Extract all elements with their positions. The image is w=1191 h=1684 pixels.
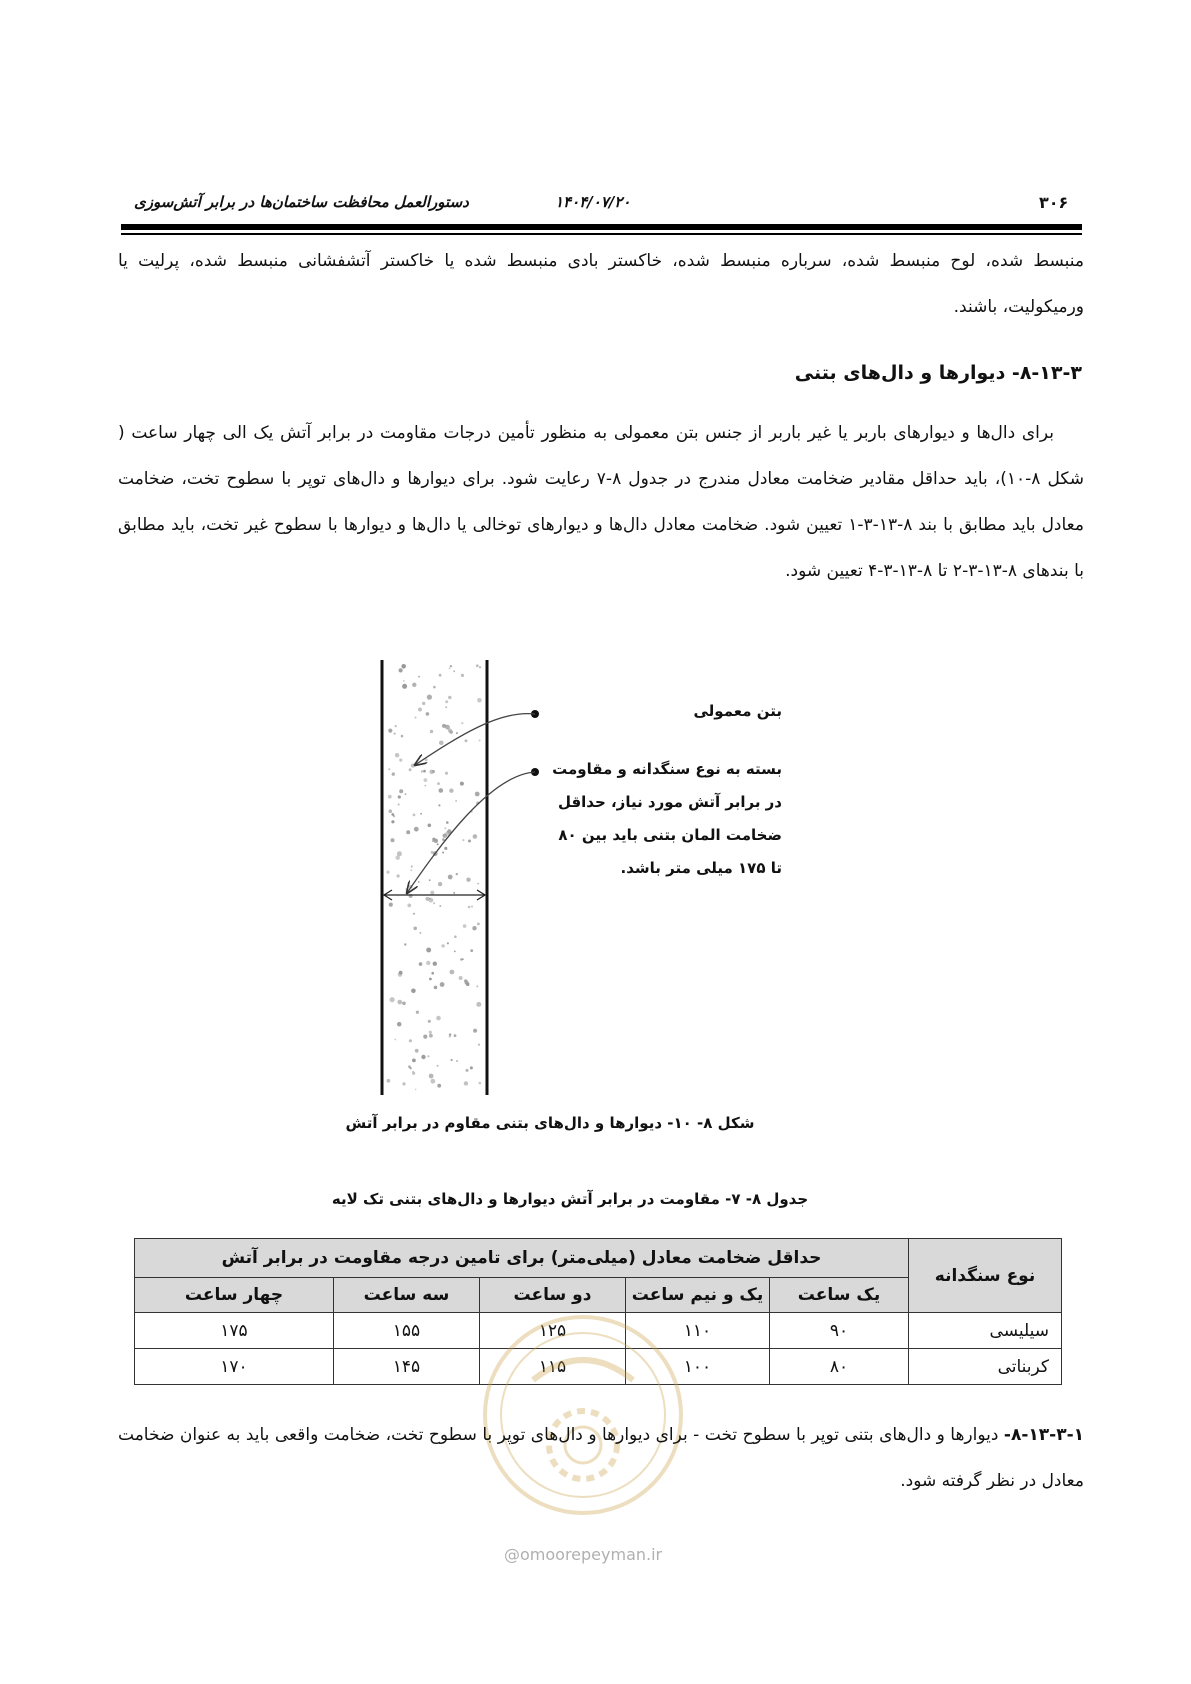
aggregate-speckle xyxy=(431,972,434,975)
aggregate-speckle xyxy=(446,821,449,824)
aggregate-speckle xyxy=(429,1074,434,1079)
aggregate-speckle xyxy=(436,1016,441,1021)
intro-paragraph xyxy=(118,238,1084,330)
aggregate-speckle xyxy=(432,838,435,841)
aggregate-speckle xyxy=(428,824,432,828)
aggregate-speckle xyxy=(409,768,412,771)
aggregate-speckle xyxy=(479,740,481,742)
aggregate-speckle xyxy=(442,852,444,854)
aggregate-speckle xyxy=(473,834,478,839)
aggregate-speckle xyxy=(444,827,446,829)
aggregate-speckle xyxy=(468,840,471,843)
aggregate-speckle xyxy=(421,1055,425,1059)
aggregate-speckle xyxy=(413,814,416,817)
aggregate-speckle xyxy=(419,932,421,934)
header-col-3: دو ساعت xyxy=(480,1278,626,1313)
aggregate-speckle xyxy=(402,1082,405,1085)
aggregate-speckle xyxy=(404,943,406,945)
aggregate-speckle xyxy=(410,869,412,871)
row-aggregate: کربناتی xyxy=(909,1349,1062,1385)
table-cell: ۱۱۰ xyxy=(626,1313,770,1349)
aggregate-speckle xyxy=(438,882,442,886)
header-aggregate: نوع سنگدانه xyxy=(909,1239,1062,1313)
aggregate-speckle xyxy=(430,891,434,895)
aggregate-speckle xyxy=(389,809,393,813)
section-paragraph xyxy=(118,410,1084,594)
concrete-wall-figure xyxy=(370,655,830,1100)
aggregate-speckle xyxy=(386,871,389,874)
callout-normal-concrete: بتن معمولی xyxy=(693,702,782,720)
aggregate-speckle xyxy=(441,944,444,947)
aggregate-speckle xyxy=(413,913,415,915)
intro-text: منبسط شده، لوح منبسط شده، سرباره منبسط شده، خاکستر بادی منبسط شده یا خاکستر آتشفشانی منبسط شده، پرلیت یا ورمیکولیت، باشند. xyxy=(118,251,1084,317)
aggregate-speckle xyxy=(477,883,479,885)
aggregate-speckle xyxy=(475,792,480,797)
aggregate-speckle xyxy=(398,795,401,798)
aggregate-speckle xyxy=(429,978,432,981)
aggregate-speckle xyxy=(447,942,449,944)
aggregate-speckle xyxy=(461,674,464,677)
aggregate-speckle xyxy=(437,843,439,845)
aggregate-speckle xyxy=(406,830,410,834)
aggregate-speckle xyxy=(449,789,453,793)
aggregate-speckle xyxy=(453,670,455,672)
aggregate-speckle xyxy=(398,804,400,806)
table-cell: ۱۵۵ xyxy=(334,1313,480,1349)
aggregate-speckle xyxy=(429,1034,433,1038)
aggregate-speckle xyxy=(445,772,448,775)
header-col-4: سه ساعت xyxy=(334,1278,480,1313)
aggregate-speckle xyxy=(421,770,423,772)
aggregate-speckle xyxy=(419,962,423,966)
aggregate-speckle xyxy=(454,1034,457,1037)
aggregate-speckle xyxy=(429,898,431,900)
aggregate-speckle xyxy=(434,986,438,990)
aggregate-speckle xyxy=(399,971,403,975)
table-cell: ۱۷۵ xyxy=(135,1313,334,1349)
aggregate-speckle xyxy=(388,729,392,733)
aggregate-speckle xyxy=(412,1072,415,1075)
aggregate-speckle xyxy=(476,985,478,987)
header-col-1: یک ساعت xyxy=(770,1278,909,1313)
aggregate-speckle xyxy=(472,926,476,930)
table-cell: ۱۷۰ xyxy=(135,1349,334,1385)
aggregate-speckle xyxy=(402,684,407,689)
aggregate-speckle xyxy=(391,813,394,816)
table-cell: ۱۱۵ xyxy=(480,1349,626,1385)
header-rule-thin xyxy=(121,233,1082,235)
section-heading: ۸-۱۳-۳- دیوارها و دال‌های بتنی xyxy=(794,362,1082,384)
aggregate-speckle xyxy=(477,698,482,703)
aggregate-speckle xyxy=(426,712,430,716)
aggregate-speckle xyxy=(391,820,394,823)
aggregate-speckle xyxy=(423,770,426,773)
aggregate-speckle xyxy=(433,962,437,966)
aggregate-speckle xyxy=(418,676,420,678)
aggregate-speckle xyxy=(389,903,393,907)
aggregate-speckle xyxy=(392,772,395,775)
aggregate-speckle xyxy=(431,1079,436,1084)
aggregate-speckle xyxy=(390,997,395,1002)
aggregate-speckle xyxy=(411,989,416,994)
aggregate-speckle xyxy=(415,717,417,719)
aggregate-speckle xyxy=(427,695,432,700)
aggregate-speckle xyxy=(439,741,444,746)
aggregate-speckle xyxy=(462,839,464,841)
aggregate-speckle xyxy=(415,1089,417,1091)
aggregate-speckle xyxy=(402,1002,406,1006)
aggregate-speckle xyxy=(411,866,413,868)
aggregate-speckle xyxy=(405,793,407,795)
aggregate-speckle xyxy=(433,902,435,904)
aggregate-speckle xyxy=(465,739,468,742)
header-col-5: چهار ساعت xyxy=(135,1278,334,1313)
aggregate-speckle xyxy=(397,874,400,877)
aggregate-speckle xyxy=(391,838,395,842)
aggregate-speckle xyxy=(412,1059,416,1063)
aggregate-speckle xyxy=(426,961,430,965)
aggregate-speckle xyxy=(444,847,447,850)
callout-thickness-note: بسته به نوع سنگدانه و مقاومت در برابر آتش مورد نیاز، حداقل ضخامت المان بتنی باید بین ۸۰ تا ۱۷۵ میلی متر باشد. xyxy=(552,760,782,877)
aggregate-speckle xyxy=(397,1000,402,1005)
aggregate-speckle xyxy=(401,664,406,669)
aggregate-speckle xyxy=(426,948,431,953)
aggregate-speckle xyxy=(399,789,403,793)
aggregate-speckle xyxy=(413,927,417,931)
aggregate-speckle xyxy=(415,1049,419,1053)
aggregate-speckle xyxy=(445,700,448,703)
aggregate-speckle xyxy=(399,668,403,672)
aggregate-speckle xyxy=(407,904,411,908)
aggregate-speckle xyxy=(466,1069,469,1072)
aggregate-speckle xyxy=(456,873,458,875)
aggregate-speckle xyxy=(388,795,392,799)
header-group: حداقل ضخامت معادل (میلی‌متر) برای تامین درجه مقاومت در برابر آتش xyxy=(135,1239,909,1278)
aggregate-speckle xyxy=(468,906,471,909)
callout-1-arrow xyxy=(415,714,535,765)
aggregate-speckle xyxy=(464,1081,468,1085)
aggregate-speckle xyxy=(409,1039,412,1042)
table-caption: جدول ۸- ۷- مقاومت در برابر آتش دیوارها و دال‌های بتنی تک لایه xyxy=(331,1190,809,1208)
table-cell: ۹۰ xyxy=(770,1313,909,1349)
aggregate-speckle xyxy=(396,856,400,860)
aggregate-speckle xyxy=(445,706,447,708)
aggregate-speckle xyxy=(450,970,455,975)
aggregate-speckle xyxy=(442,838,445,841)
aggregate-speckle xyxy=(456,732,458,734)
aggregate-speckle xyxy=(463,924,467,928)
aggregate-speckle xyxy=(455,800,457,802)
aggregate-speckle xyxy=(453,892,455,894)
aggregate-speckle xyxy=(454,951,456,953)
header-col-2: یک و نیم ساعت xyxy=(626,1278,770,1313)
aggregate-speckle xyxy=(437,1084,441,1088)
aggregate-speckle xyxy=(397,1022,402,1027)
aggregate-speckle xyxy=(394,733,396,735)
aggregate-speckle xyxy=(395,753,399,757)
aggregate-speckle xyxy=(473,1029,477,1033)
aggregate-speckle xyxy=(462,958,464,960)
aggregate-speckle xyxy=(466,878,470,882)
aggregate-speckle xyxy=(459,976,463,980)
aggregate-speckle xyxy=(412,683,416,687)
aggregate-speckle xyxy=(448,875,453,880)
aggregate-speckle xyxy=(394,1039,396,1041)
aggregate-speckle xyxy=(431,851,434,854)
aggregate-speckle xyxy=(454,935,457,938)
aggregate-speckle xyxy=(388,768,390,770)
row-aggregate: سیلیسی xyxy=(909,1313,1062,1349)
aggregate-speckle xyxy=(418,881,420,883)
clause-paragraph xyxy=(118,1412,1084,1504)
aggregate-speckle xyxy=(401,735,404,738)
aggregate-speckle xyxy=(439,788,444,793)
aggregate-speckle xyxy=(456,1060,458,1062)
aggregate-speckle xyxy=(439,674,442,677)
table-cell: ۸۰ xyxy=(770,1349,909,1385)
aggregate-speckle xyxy=(440,982,445,987)
callout-2-arrow xyxy=(407,772,535,893)
aggregate-speckle xyxy=(448,696,451,699)
watermark-text: @omoorepeyman.ir xyxy=(504,1545,663,1564)
aggregate-speckle xyxy=(414,827,419,832)
aggregate-speckle xyxy=(478,1044,480,1046)
document-date: ۱۴۰۴/۰۷/۲۰ xyxy=(555,193,631,211)
aggregate-speckle xyxy=(439,905,441,907)
aggregate-speckle xyxy=(479,666,481,668)
aggregate-speckle xyxy=(416,1011,419,1014)
aggregate-speckle xyxy=(408,1065,411,1068)
page-number: ۳۰۶ xyxy=(1039,193,1069,212)
header-rule-thick xyxy=(121,224,1082,230)
aggregate-speckle xyxy=(451,1059,453,1061)
aggregate-speckle xyxy=(430,730,433,733)
aggregate-speckles xyxy=(386,664,481,1090)
section-text: برای دال‌ها و دیوارهای باربر یا غیر باربر از جنس بتن معمولی به منظور تأمین درجات مقاومت در برابر آتش یک الی چهار ساعت ( شکل ۸-۱۰)، باید حداقل مقادیر ضخامت معادل مندرج در جدول ۸-۷ رعایت شود. برای دیوارها و دال‌های توپر با سطوح تخت، ضخامت معادل باید مطابق با بند ۸-۱۳-۳-۱ تعیین شود. ضخامت معادل دال‌ها و دیوارهای توخالی یا دال‌ها و دیوارها با سطوح غیر تخت، باید مطابق با بندهای ۸-۱۳-۳-۲ تا ۸-۱۳-۳-۴ تعیین شود. xyxy=(118,423,1084,581)
document-title: دستورالعمل محافظت ساختمان‌ها در برابر آتش‌سوزی xyxy=(134,193,469,211)
clause-number: ۸-۱۳-۳-۱- xyxy=(1003,1425,1084,1445)
aggregate-speckle xyxy=(403,680,405,682)
aggregate-speckle xyxy=(460,782,464,786)
aggregate-speckle xyxy=(424,778,428,782)
aggregate-speckle xyxy=(428,1020,431,1023)
table-cell: ۱۴۵ xyxy=(334,1349,480,1385)
aggregate-speckle xyxy=(479,1082,482,1085)
aggregate-speckle xyxy=(433,686,436,689)
table-cell: ۱۲۵ xyxy=(480,1313,626,1349)
aggregate-speckle xyxy=(461,722,463,724)
aggregate-speckle xyxy=(430,770,434,774)
aggregate-speckle xyxy=(411,764,415,768)
aggregate-speckle xyxy=(425,785,427,787)
aggregate-speckle xyxy=(445,725,447,727)
aggregate-speckle xyxy=(418,708,422,712)
aggregate-speckle xyxy=(471,906,473,908)
aggregate-speckle xyxy=(422,702,425,705)
aggregate-speckle xyxy=(399,759,402,762)
aggregate-speckle xyxy=(449,668,451,670)
aggregate-speckle xyxy=(437,1065,439,1067)
clause-text: دیوارها و دال‌های بتنی توپر با سطوح تخت - برای دیوارها و دال‌های توپر با سطوح تخت، ضخامت واقعی باید به عنوان ضخامت معادل در نظر گرفته شود. xyxy=(118,1425,1084,1491)
table-cell: ۱۰۰ xyxy=(626,1349,770,1385)
aggregate-speckle xyxy=(477,923,480,926)
aggregate-speckle xyxy=(423,1035,427,1039)
aggregate-speckle xyxy=(470,1066,473,1069)
aggregate-speckle xyxy=(420,813,422,815)
aggregate-speckle xyxy=(476,664,479,667)
aggregate-speckle xyxy=(387,1079,391,1083)
aggregate-speckle xyxy=(476,1002,481,1007)
aggregate-speckle xyxy=(449,1035,451,1037)
aggregate-speckle xyxy=(438,804,440,806)
aggregate-speckle xyxy=(470,949,473,952)
aggregate-speckle xyxy=(427,1055,429,1057)
aggregate-speckle xyxy=(395,725,397,727)
aggregate-speckle xyxy=(450,665,452,667)
figure-caption: شکل ۸- ۱۰- دیوارها و دال‌های بتنی مقاوم در برابر آتش xyxy=(345,1114,755,1132)
aggregate-speckle xyxy=(429,1031,432,1034)
aggregate-speckle xyxy=(465,981,469,985)
aggregate-speckle xyxy=(405,888,408,891)
aggregate-speckle xyxy=(437,782,440,785)
aggregate-speckle xyxy=(429,879,431,881)
